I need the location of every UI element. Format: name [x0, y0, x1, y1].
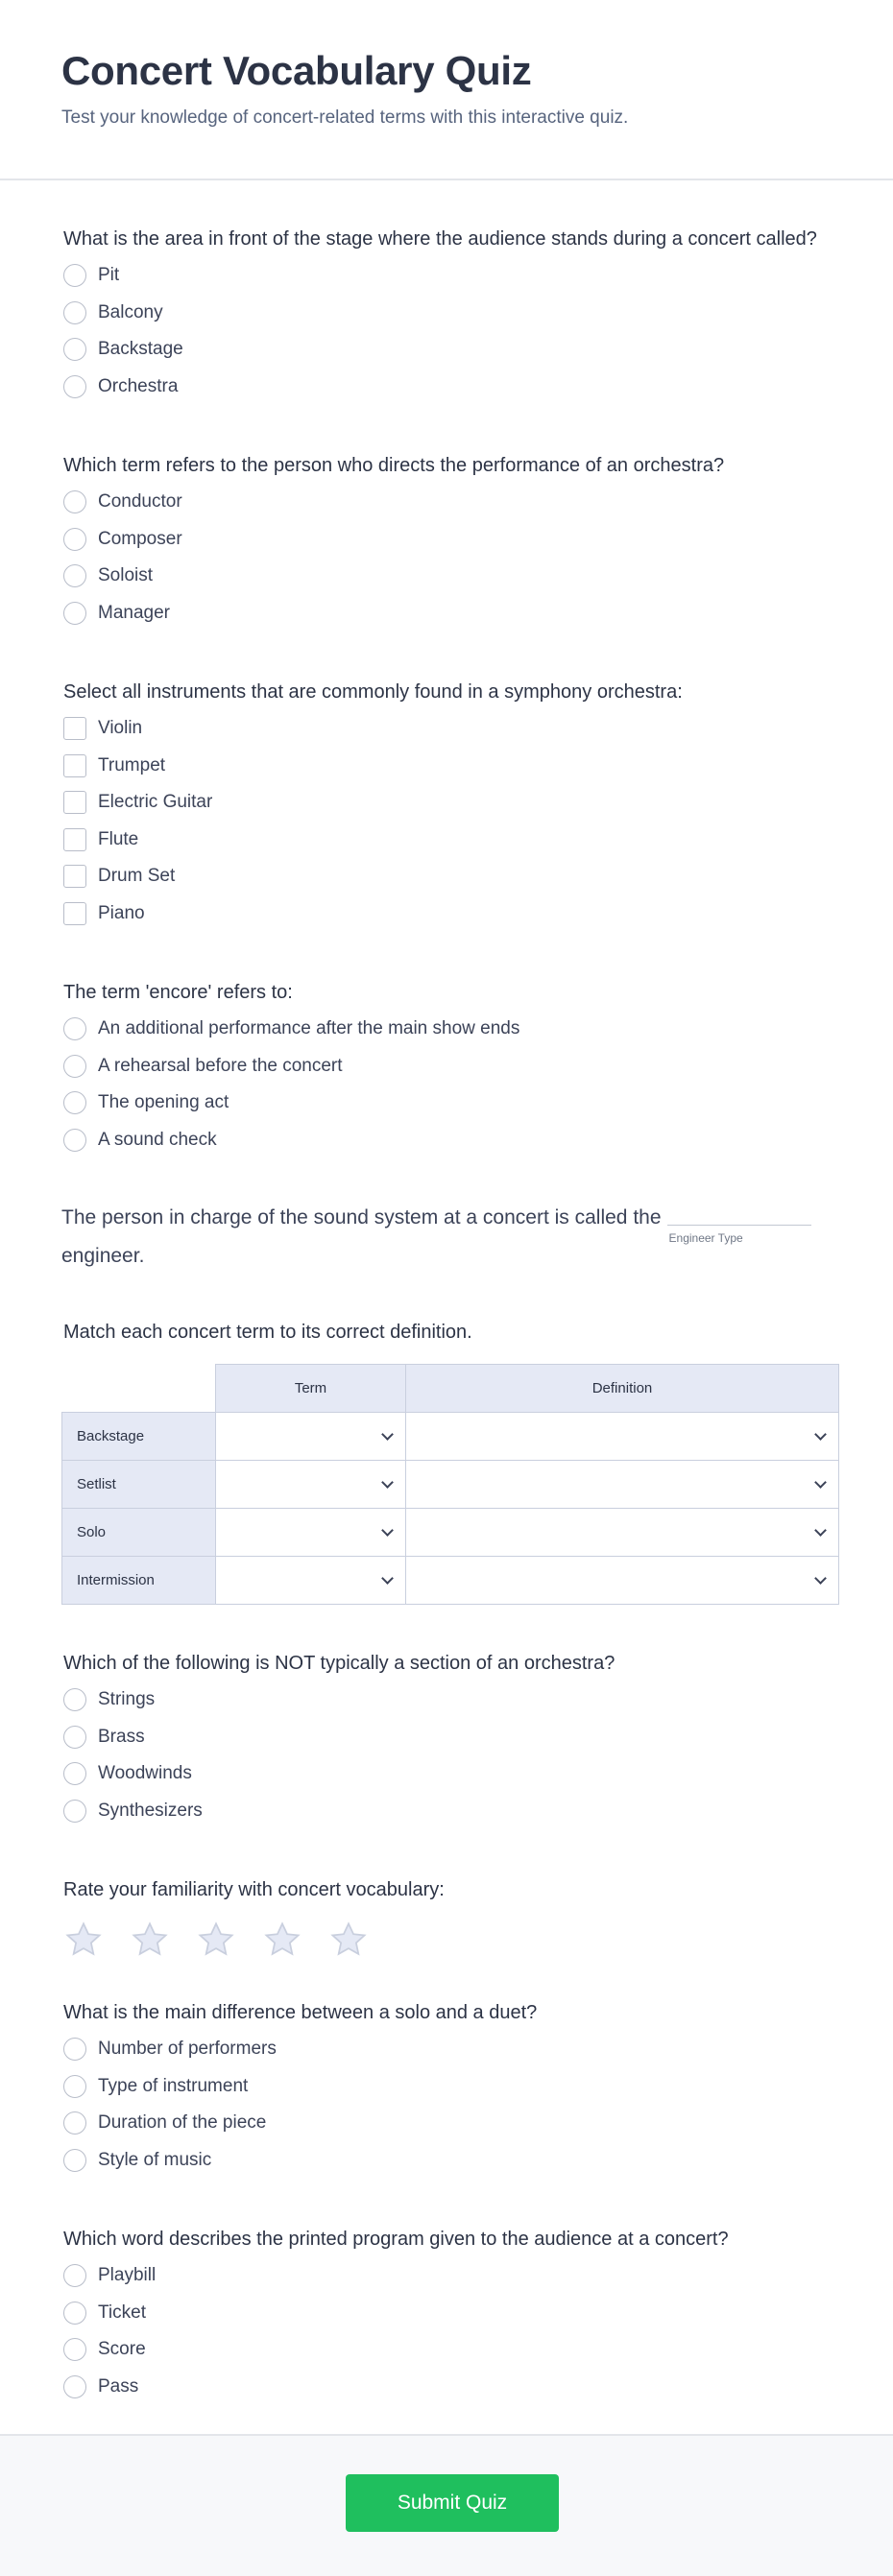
- question-label: Which word describes the printed program given to the audience at a concert?: [63, 2229, 729, 2250]
- radio-button[interactable]: [63, 528, 86, 551]
- option-synthesizers[interactable]: [63, 1793, 832, 1830]
- radio-button[interactable]: [63, 1129, 86, 1152]
- radio-button[interactable]: [63, 2075, 86, 2098]
- option-composer[interactable]: [63, 521, 832, 559]
- option-brass[interactable]: [63, 1719, 832, 1756]
- definition-select[interactable]: [406, 1413, 839, 1461]
- radio-button[interactable]: [63, 264, 86, 287]
- chevron-down-icon: [814, 1524, 827, 1537]
- term-select[interactable]: [216, 1461, 406, 1509]
- radio-button[interactable]: [63, 1017, 86, 1040]
- radio-button[interactable]: [63, 2375, 86, 2398]
- option-label: Style of music: [98, 2149, 212, 2170]
- radio-button[interactable]: [63, 1055, 86, 1078]
- option-label: Brass: [98, 1726, 145, 1747]
- option-violin[interactable]: [63, 710, 832, 748]
- option-sound-check[interactable]: [63, 1122, 832, 1159]
- option-pit[interactable]: [63, 257, 832, 295]
- question-stage-area: [63, 227, 832, 405]
- row-label: Intermission: [62, 1557, 216, 1605]
- radio-button[interactable]: [63, 338, 86, 361]
- radio-button[interactable]: [63, 602, 86, 625]
- checkbox[interactable]: [63, 828, 86, 851]
- option-score[interactable]: [63, 2331, 832, 2369]
- option-label: The opening act: [98, 1092, 229, 1113]
- option-label: Type of instrument: [98, 2075, 249, 2096]
- chevron-down-icon: [381, 1428, 394, 1441]
- definition-select[interactable]: [406, 1461, 839, 1509]
- question-orchestra-director: [63, 453, 832, 632]
- form-header: [0, 0, 893, 180]
- radio-button[interactable]: [63, 1762, 86, 1785]
- option-drum-set[interactable]: [63, 858, 832, 895]
- option-label: Orchestra: [98, 375, 179, 396]
- row-label: Backstage: [62, 1413, 216, 1461]
- term-select[interactable]: [216, 1413, 406, 1461]
- option-label: Backstage: [98, 339, 183, 360]
- question-encore: [63, 980, 832, 1158]
- question-printed-program: [63, 2227, 832, 2405]
- question-label: What is the main difference between a solo and a duet?: [63, 2002, 538, 2023]
- option-trumpet[interactable]: [63, 748, 832, 785]
- page-subtitle: Test your knowledge of concert-related terms with this interactive quiz.: [61, 107, 629, 128]
- fill-in-blank: [61, 1199, 832, 1276]
- engineer-type-sublabel: Engineer Type: [668, 1231, 743, 1245]
- question-label: Which term refers to the person who directs the performance of an orchestra?: [63, 455, 725, 476]
- option-ticket[interactable]: [63, 2295, 832, 2332]
- option-manager[interactable]: [63, 595, 832, 632]
- checkbox[interactable]: [63, 791, 86, 814]
- option-backstage[interactable]: [63, 331, 832, 369]
- option-label: Pass: [98, 2375, 139, 2397]
- blank-text-after: engineer.: [61, 1245, 145, 1267]
- option-label: Flute: [98, 828, 139, 849]
- question-rating: [63, 1877, 832, 1960]
- option-label: Manager: [98, 602, 170, 623]
- question-label: Which of the following is NOT typically a section of an orchestra?: [63, 1653, 615, 1674]
- checkbox[interactable]: [63, 902, 86, 925]
- option-label: Number of performers: [98, 2039, 277, 2060]
- radio-button[interactable]: [63, 2038, 86, 2061]
- radio-button[interactable]: [63, 375, 86, 398]
- option-strings[interactable]: [63, 1682, 832, 1719]
- question-label: Select all instruments that are commonly found in a symphony orchestra:: [63, 681, 683, 703]
- option-duration[interactable]: [63, 2105, 832, 2142]
- option-label: Piano: [98, 902, 145, 923]
- blank-text-before: The person in charge of the sound system at a concert is called the: [61, 1206, 662, 1228]
- submit-button[interactable]: Submit Quiz: [346, 2474, 559, 2532]
- radio-button[interactable]: [63, 564, 86, 587]
- radio-button[interactable]: [63, 2338, 86, 2361]
- radio-button[interactable]: [63, 301, 86, 324]
- question-solo-duet: [63, 2000, 832, 2179]
- chevron-down-icon: [381, 1476, 394, 1489]
- option-orchestra[interactable]: [63, 369, 832, 406]
- radio-button[interactable]: [63, 2149, 86, 2172]
- checkbox[interactable]: [63, 754, 86, 777]
- option-conductor[interactable]: [63, 484, 832, 521]
- form-content: [0, 227, 893, 2405]
- engineer-type-input[interactable]: [667, 1224, 811, 1226]
- option-label: Trumpet: [98, 754, 166, 775]
- radio-button[interactable]: [63, 1726, 86, 1749]
- option-playbill[interactable]: [63, 2257, 832, 2295]
- option-label: A rehearsal before the concert: [98, 1055, 343, 1076]
- option-label: A sound check: [98, 1129, 217, 1150]
- option-label: Synthesizers: [98, 1800, 203, 1821]
- option-label: Strings: [98, 1689, 156, 1710]
- question-label: The term 'encore' refers to:: [63, 982, 293, 1003]
- matching-table: [61, 1364, 839, 1605]
- definition-select[interactable]: [406, 1509, 839, 1557]
- option-label: Conductor: [98, 491, 182, 513]
- option-number-of-performers[interactable]: [63, 2031, 832, 2068]
- chevron-down-icon: [381, 1572, 394, 1585]
- radio-button[interactable]: [63, 1688, 86, 1711]
- star-icon[interactable]: [262, 1920, 302, 1960]
- option-type-of-instrument[interactable]: [63, 2068, 832, 2106]
- option-pass[interactable]: [63, 2369, 832, 2406]
- term-select[interactable]: [216, 1509, 406, 1557]
- table-row: [62, 1413, 839, 1461]
- star-icon[interactable]: [196, 1920, 236, 1960]
- option-label: Pit: [98, 265, 120, 286]
- chevron-down-icon: [381, 1524, 394, 1537]
- option-label: Balcony: [98, 301, 163, 322]
- radio-button[interactable]: [63, 1800, 86, 1823]
- option-opening-act[interactable]: [63, 1085, 832, 1122]
- radio-button[interactable]: [63, 490, 86, 513]
- definition-select[interactable]: [406, 1557, 839, 1605]
- radio-button[interactable]: [63, 1091, 86, 1114]
- star-rating: [63, 1920, 832, 1960]
- option-label: Composer: [98, 528, 182, 549]
- option-label: Violin: [98, 718, 143, 739]
- option-label: Soloist: [98, 565, 154, 586]
- question-sound-engineer: [61, 1199, 832, 1276]
- option-label: Ticket: [98, 2302, 146, 2323]
- option-electric-guitar[interactable]: [63, 784, 832, 822]
- star-icon[interactable]: [130, 1920, 170, 1960]
- option-label: Woodwinds: [98, 1763, 192, 1784]
- option-woodwinds[interactable]: [63, 1755, 832, 1793]
- option-additional-performance[interactable]: [63, 1011, 832, 1048]
- radio-button[interactable]: [63, 2111, 86, 2135]
- column-header-definition: Definition: [406, 1365, 839, 1413]
- option-label: An additional performance after the main show ends: [98, 1018, 520, 1039]
- option-rehearsal[interactable]: [63, 1048, 832, 1085]
- option-label: Duration of the piece: [98, 2112, 267, 2134]
- option-label: Drum Set: [98, 866, 176, 887]
- radio-button[interactable]: [63, 2264, 86, 2287]
- table-row: [62, 1557, 839, 1605]
- option-label: Electric Guitar: [98, 792, 213, 813]
- chevron-down-icon: [814, 1476, 827, 1489]
- chevron-down-icon: [814, 1572, 827, 1585]
- option-label: Playbill: [98, 2265, 157, 2286]
- option-style-of-music[interactable]: [63, 2142, 832, 2180]
- checkbox[interactable]: [63, 717, 86, 740]
- star-icon[interactable]: [63, 1920, 104, 1960]
- question-symphony-instruments: [63, 680, 832, 932]
- option-balcony[interactable]: [63, 295, 832, 332]
- option-label: Score: [98, 2339, 146, 2360]
- question-label: Rate your familiarity with concert vocabulary:: [63, 1879, 445, 1900]
- question-label: What is the area in front of the stage where the audience stands during a concert called?: [63, 228, 817, 250]
- engineer-type-field[interactable]: [667, 1199, 811, 1245]
- term-select[interactable]: [216, 1557, 406, 1605]
- table-row: [62, 1461, 839, 1509]
- radio-button[interactable]: [63, 2302, 86, 2325]
- question-label: Match each concert term to its correct definition.: [63, 1322, 472, 1343]
- chevron-down-icon: [814, 1428, 827, 1441]
- column-header-term: Term: [216, 1365, 406, 1413]
- table-row: [62, 1509, 839, 1557]
- option-piano[interactable]: [63, 895, 832, 933]
- option-flute[interactable]: [63, 822, 832, 859]
- question-not-orchestra-section: [63, 1651, 832, 1829]
- form-footer: [0, 2434, 893, 2576]
- checkbox[interactable]: [63, 865, 86, 888]
- table-corner: [62, 1365, 216, 1413]
- row-label: Setlist: [62, 1461, 216, 1509]
- question-match-terms: [63, 1320, 832, 1605]
- option-soloist[interactable]: [63, 558, 832, 595]
- page-title: Concert Vocabulary Quiz: [61, 48, 532, 93]
- star-icon[interactable]: [328, 1920, 369, 1960]
- row-label: Solo: [62, 1509, 216, 1557]
